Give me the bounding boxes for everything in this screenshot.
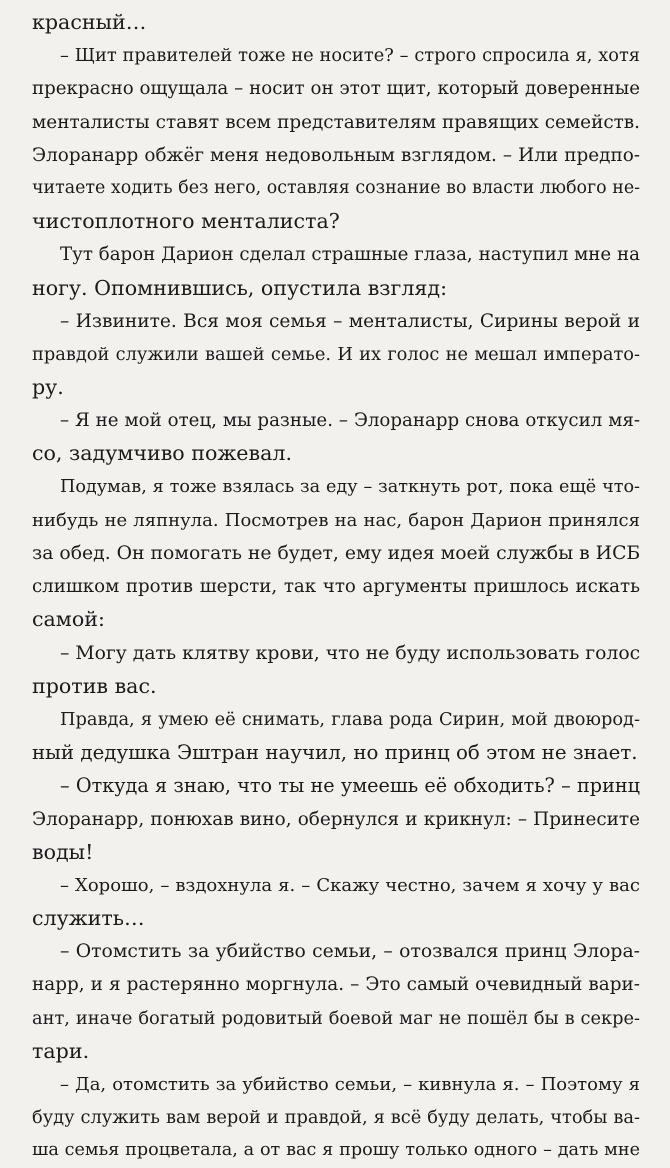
text-line: против вас.	[32, 673, 157, 698]
text-line: прекрасно ощущала – носит он этот щит, который доверенные	[32, 78, 640, 100]
text-line: нибудь не ляпнула. Посмотрев на нас, барон Дарион принялся	[32, 509, 640, 531]
text-line: ру.	[32, 375, 64, 400]
text-line: – Откуда я знаю, что ты не умеешь её обходить? – принц	[60, 774, 640, 798]
text-line: самой:	[32, 607, 105, 632]
text-line: Тут барон Дарион сделал страшные глаза, наступил мне на	[60, 244, 640, 266]
book-page	[32, 6, 640, 1168]
text-line: ант, иначе богатый родовитый боевой маг не пошёл бы в секре-	[32, 1007, 640, 1029]
text-line: – Могу дать клятву крови, что не буду использовать голос	[60, 642, 641, 664]
text-line: – Щит правителей тоже не носите? – строго спросила я, хотя	[60, 45, 640, 67]
text-line: менталисты ставят всем представителям правящих семейств.	[32, 111, 640, 133]
text-line: – Извините. Вся моя семья – менталисты, Сирины верой и	[60, 310, 640, 332]
text-line: ный дедушка Эштран научил, но принц об этом не знает.	[32, 741, 638, 765]
text-line: слишком против шерсти, так что аргументы пришлось искать	[32, 576, 640, 598]
text-line: правдой служили вашей семье. И их голос не мешал императо-	[32, 343, 640, 365]
text-line: нарр, и я растерянно моргнула. – Это самый очевидный вари-	[32, 974, 640, 996]
text-line: – Я не мой отец, мы разные. – Элоранарр снова откусил мя-	[60, 410, 640, 432]
text-line: чистоплотного менталиста?	[32, 209, 340, 234]
text-line: служить…	[32, 906, 145, 931]
text-line: – Хорошо, – вздохнула я. – Скажу честно, зачем я хочу у вас	[60, 874, 640, 896]
text-line: за обед. Он помогать не будет, ему идея моей службы в ИСБ	[32, 543, 641, 564]
text-line: ногу. Опомнившись, опустила взгляд:	[32, 275, 448, 300]
text-line: со, задумчиво пожевал.	[32, 441, 292, 466]
text-line: красный…	[32, 10, 147, 34]
text-line: тари.	[32, 1038, 90, 1063]
text-line: – Отомстить за убийство семьи, – отозвался принц Элора-	[60, 941, 640, 963]
text-line: буду служить вам верой и правдой, я всё буду делать, чтобы ва-	[32, 1107, 640, 1129]
text-line: Элоранарр, понюхав вино, обернулся и крикнул: – Принесите	[32, 808, 640, 830]
text-line: Элоранарр обжёг меня недовольным взглядом. – Или предпо-	[32, 144, 640, 166]
text-line: читаете ходить без него, оставляя сознание во власти любого не-	[32, 177, 640, 198]
text-line: Подумав, я тоже взялась за еду – заткнуть рот, пока ещё что-	[60, 476, 640, 497]
text-line: воды!	[32, 839, 94, 864]
text-line: Правда, я умею её снимать, глава рода Сирин, мой двоюрод-	[60, 708, 640, 730]
text-line: – Да, отомстить за убийство семьи, – кивнула я. – Поэтому я	[60, 1074, 640, 1095]
text-line: ша семья процветала, а от вас я прошу только одного – дать мне	[32, 1140, 640, 1161]
